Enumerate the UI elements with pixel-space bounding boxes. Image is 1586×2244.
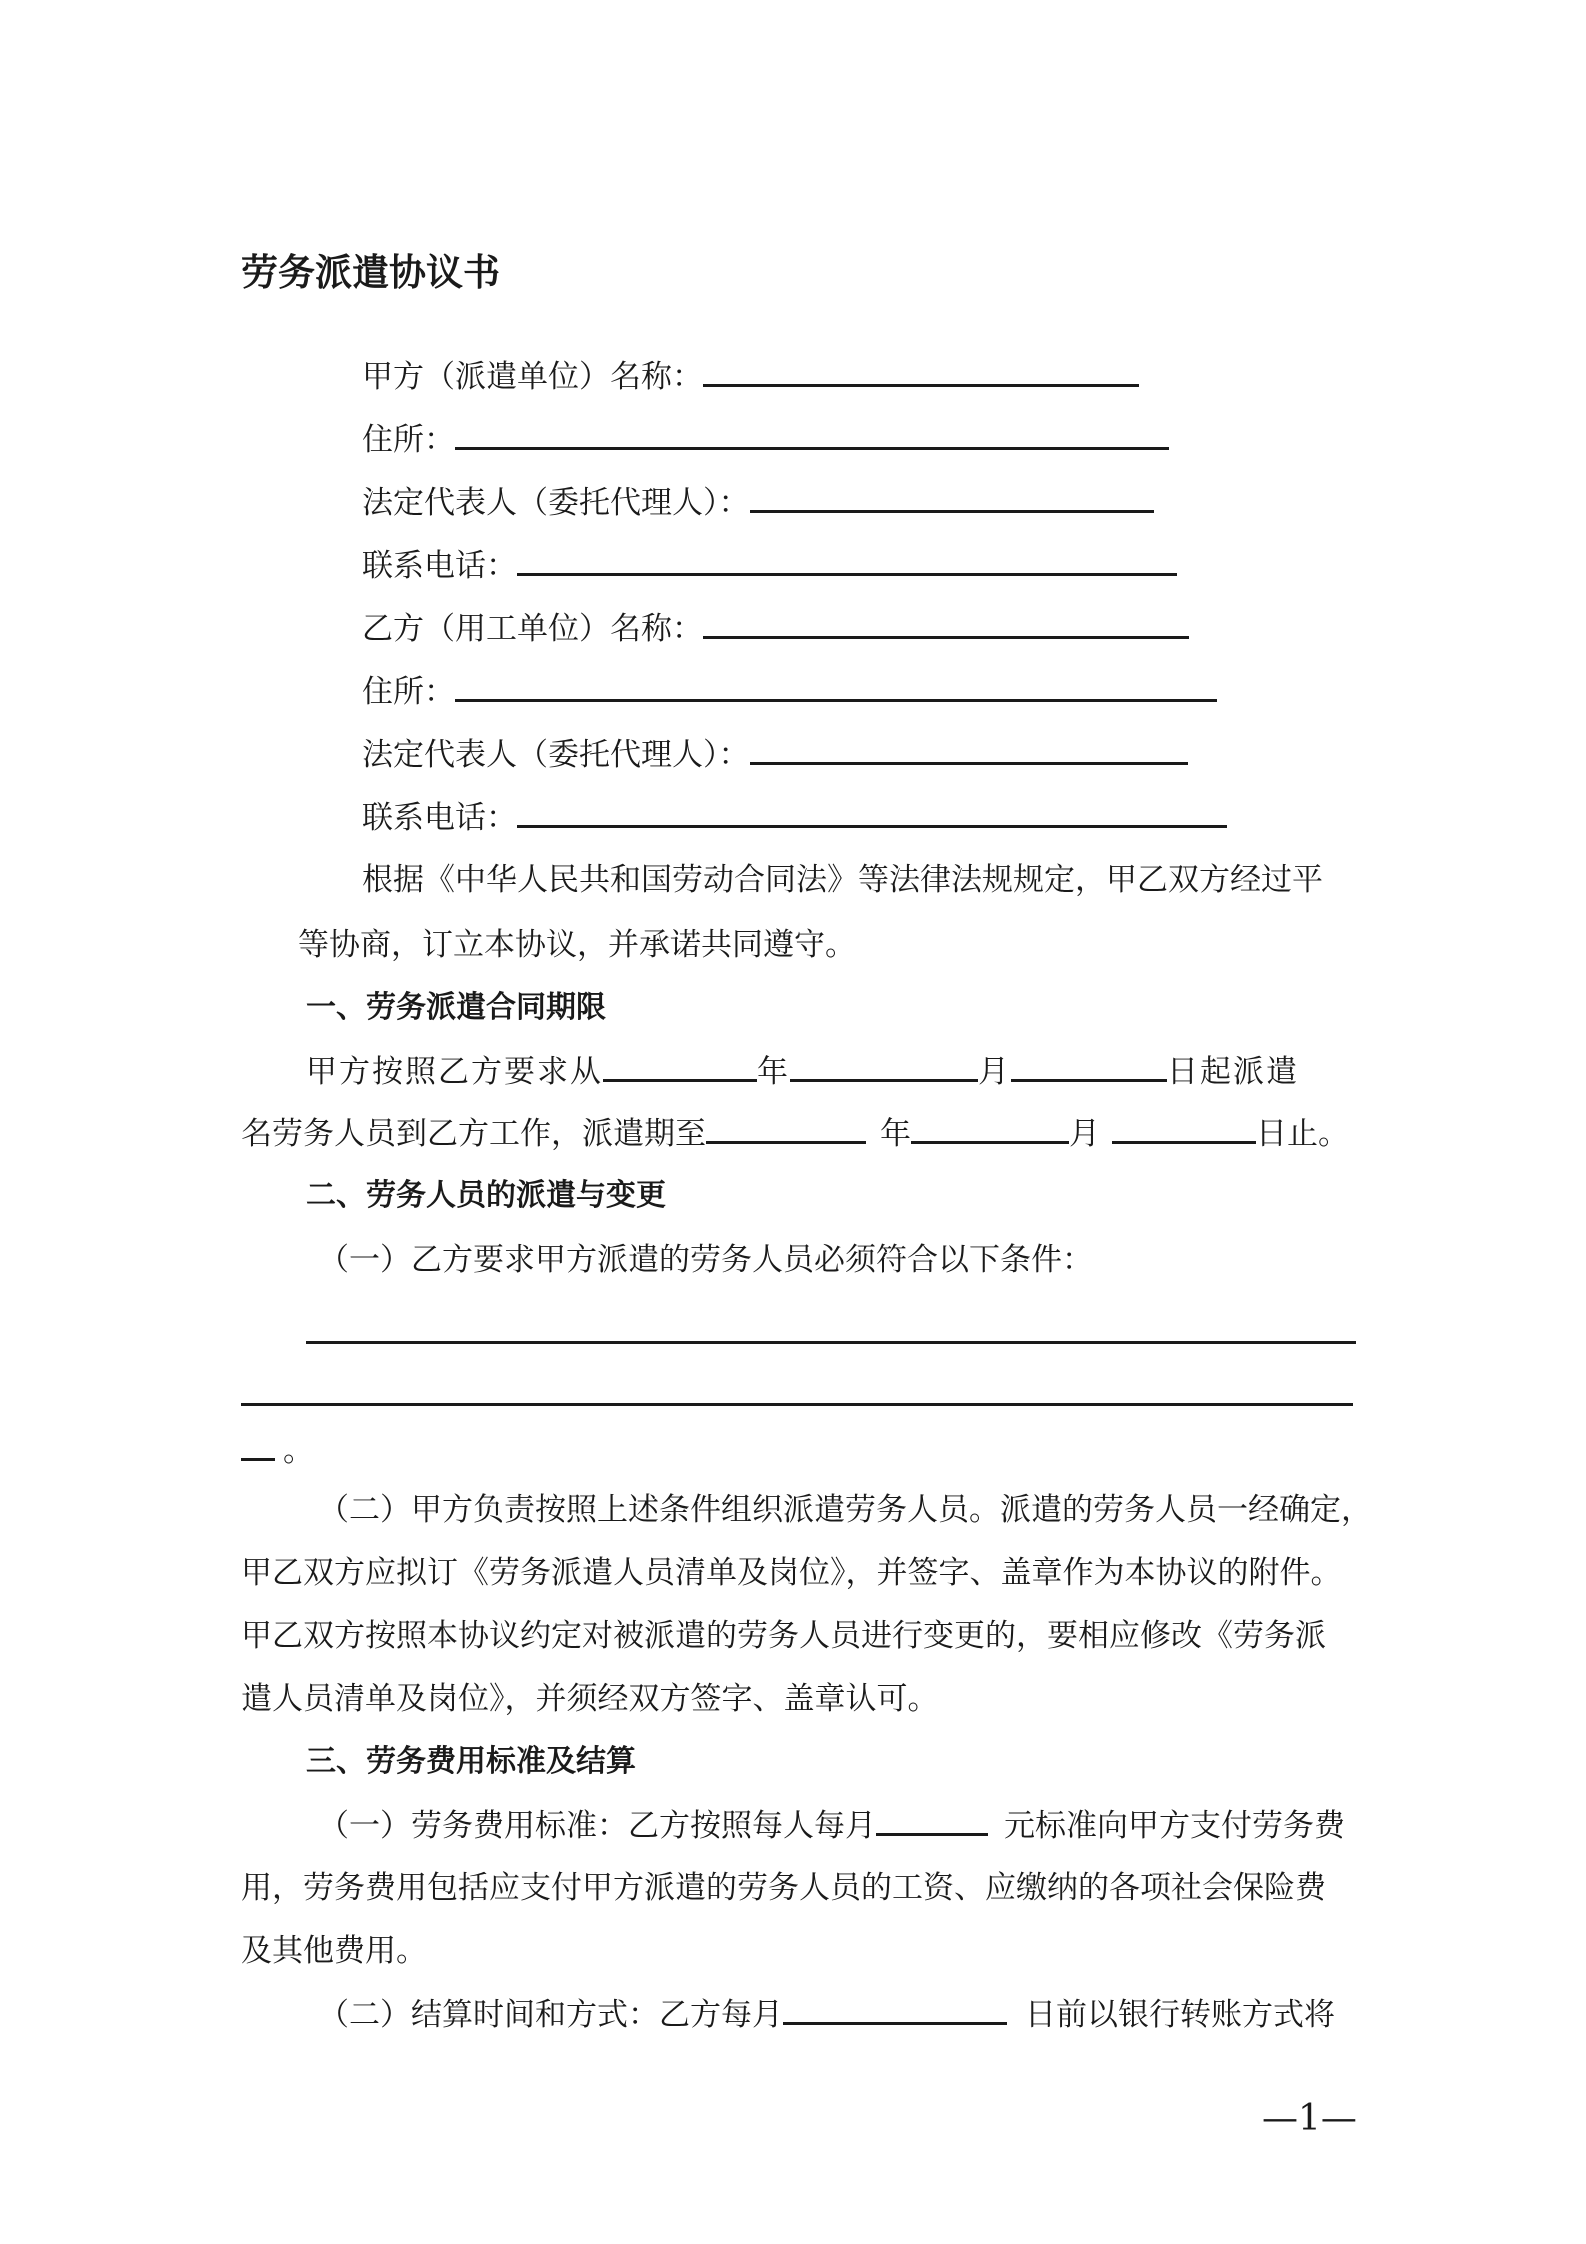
party-a-phone-row (362, 545, 1177, 586)
intro-line-1: 根据《中华人民共和国劳动合同法》等法律法规规定，甲乙双方经过平 (362, 862, 1323, 898)
party-a-address-label: 住所： (362, 422, 455, 458)
section-2-item-1: （一）乙方要求甲方派遣的劳务人员必须符合以下条件： (318, 1242, 1093, 1278)
party-b-phone-row (362, 797, 1227, 838)
settlement-day-blank[interactable] (783, 1994, 1007, 2025)
section-1-text-end-2: 日止。 (1256, 1116, 1349, 1152)
party-b-rep-blank[interactable] (750, 734, 1188, 765)
party-b-rep-label: 法定代表人（委托代理人）： (362, 737, 750, 773)
party-a-phone-blank[interactable] (517, 545, 1177, 576)
fee-standard-text-b: 元标准向甲方支付劳务费 (1004, 1808, 1345, 1844)
section-1-line-2 (241, 1113, 1349, 1154)
document-title: 劳务派遣协议书 (241, 251, 500, 294)
section-2-heading: 二、劳务人员的派遣与变更 (306, 1178, 666, 1213)
party-b-address-label: 住所： (362, 674, 455, 710)
section-2-item-2-line-4: 遣人员清单及岗位》，并须经双方签字、盖章认可。 (241, 1681, 939, 1717)
party-b-name-blank[interactable] (703, 608, 1189, 639)
section-1-line-1 (306, 1051, 1299, 1092)
fee-amount-blank[interactable] (876, 1805, 988, 1836)
party-b-name-label: 乙方（用工单位）名称： (362, 611, 703, 647)
year-label-2: 年 (880, 1116, 911, 1152)
section-1-heading: 一、劳务派遣合同期限 (306, 990, 606, 1025)
section-2-item-2-line-2: 甲乙双方应拟订《劳务派遣人员清单及岗位》，并签字、盖章作为本协议的附件。 (241, 1555, 1342, 1591)
month-label-2: 月 (1069, 1116, 1100, 1152)
settlement-text-b: 日前以银行转账方式将 (1025, 1997, 1335, 2033)
start-year-blank[interactable] (603, 1051, 757, 1082)
section-1-text-a: 甲方按照乙方要求从 (306, 1054, 603, 1090)
end-year-blank[interactable] (706, 1113, 866, 1144)
party-a-address-blank[interactable] (455, 419, 1169, 450)
conditions-period: 。 (283, 1433, 314, 1469)
settlement-text-a: （二）结算时间和方式：乙方每月 (318, 1997, 783, 2033)
conditions-blank-line-3[interactable] (241, 1430, 275, 1461)
party-a-address-row (362, 419, 1169, 460)
section-1-text-end: 日起派遣 (1167, 1054, 1299, 1090)
intro-line-2: 等协商，订立本协议，并承诺共同遵守。 (298, 927, 856, 963)
party-a-rep-label: 法定代表人（委托代理人）： (362, 485, 750, 521)
end-day-blank[interactable] (1112, 1113, 1256, 1144)
conditions-blank-line-2[interactable] (241, 1403, 1353, 1406)
section-3-item-1-line-1 (318, 1805, 1345, 1846)
section-2-item-2-line-3: 甲乙双方按照本协议约定对被派遣的劳务人员进行变更的，要相应修改《劳务派 (241, 1618, 1326, 1654)
section-3-item-1-line-3: 及其他费用。 (241, 1933, 427, 1969)
start-month-blank[interactable] (790, 1051, 978, 1082)
end-month-blank[interactable] (911, 1113, 1069, 1144)
party-b-name-row (362, 608, 1189, 649)
party-b-phone-blank[interactable] (517, 797, 1227, 828)
section-2-item-2-line-1: （二）甲方负责按照上述条件组织派遣劳务人员。派遣的劳务人员一经确定， (318, 1492, 1372, 1528)
conditions-blank-end (241, 1430, 314, 1471)
party-a-name-blank[interactable] (703, 356, 1139, 387)
month-label: 月 (978, 1054, 1011, 1090)
conditions-blank-line-1[interactable] (306, 1341, 1356, 1344)
section-3-item-2-line-1 (318, 1994, 1335, 2035)
section-3-item-1-line-2: 用，劳务费用包括应支付甲方派遣的劳务人员的工资、应缴纳的各项社会保险费 (241, 1870, 1326, 1906)
fee-standard-text-a: （一）劳务费用标准：乙方按照每人每月 (318, 1808, 876, 1844)
party-a-phone-label: 联系电话： (362, 548, 517, 584)
party-b-rep-row (362, 734, 1188, 775)
party-b-address-blank[interactable] (455, 671, 1217, 702)
party-a-rep-row (362, 482, 1154, 523)
section-1-text-b: 名劳务人员到乙方工作，派遣期至 (241, 1116, 706, 1152)
page-number: —1— (1262, 2098, 1357, 2139)
party-a-name-label: 甲方（派遣单位）名称： (362, 359, 703, 395)
party-b-phone-label: 联系电话： (362, 800, 517, 836)
section-3-heading: 三、劳务费用标准及结算 (306, 1744, 636, 1779)
party-b-address-row (362, 671, 1217, 712)
party-a-name-row (362, 356, 1139, 397)
year-label: 年 (757, 1054, 790, 1090)
start-day-blank[interactable] (1011, 1051, 1167, 1082)
party-a-rep-blank[interactable] (750, 482, 1154, 513)
